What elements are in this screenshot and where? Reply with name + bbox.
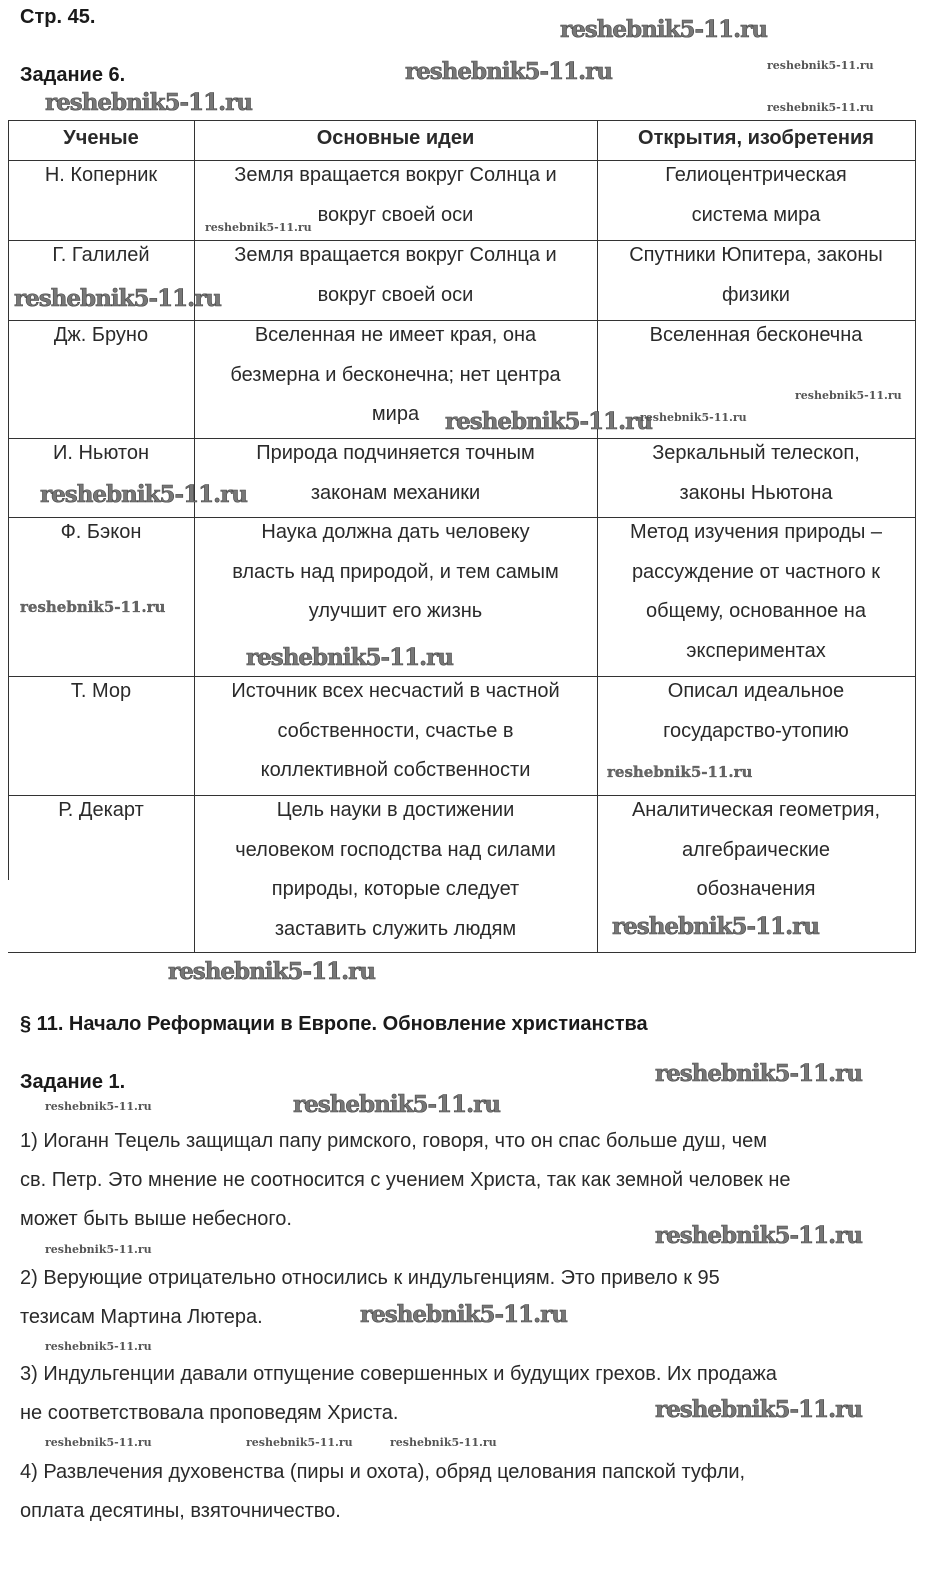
- cell-discoveries: Гелиоцентрическая система мира: [665, 164, 847, 226]
- cell-ideas: Земля вращается вокруг Солнца и вокруг своей оси: [234, 164, 557, 226]
- watermark: reshebnik5-11.ru: [45, 1436, 152, 1449]
- table-rule: [915, 120, 916, 952]
- cell-scientist: Р. Декарт: [58, 799, 144, 821]
- watermark: reshebnik5-11.ru: [560, 16, 767, 43]
- cell-ideas: Земля вращается вокруг Солнца и вокруг своей оси: [234, 244, 557, 306]
- cell-scientist: Г. Галилей: [52, 244, 150, 266]
- cell-discoveries: Зеркальный телескоп, законы Ньютона: [652, 442, 860, 504]
- cell-ideas: Природа подчиняется точным законам механики: [256, 442, 535, 504]
- watermark: reshebnik5-11.ru: [205, 221, 312, 234]
- watermark: reshebnik5-11.ru: [40, 481, 247, 508]
- cell-ideas: Наука должна дать человеку власть над природой, и тем самым улучшит его жизнь: [232, 521, 559, 622]
- watermark: reshebnik5-11.ru: [246, 644, 453, 671]
- table-rule: [8, 120, 916, 121]
- watermark: reshebnik5-11.ru: [390, 1436, 497, 1449]
- answer-paragraph: 4) Развлечения духовенства (пиры и охота), обряд целования папской туфли, оплата десятины, взяточничество.: [20, 1461, 746, 1522]
- watermark: reshebnik5-11.ru: [445, 408, 652, 435]
- cell-scientist: Н. Коперник: [44, 164, 158, 186]
- table-rule: [8, 952, 916, 953]
- answer-paragraph: 3) Индульгенции давали отпущение совершенных и будущих грехов. Их продажа не соответствовала проповедям Христа.: [20, 1363, 777, 1424]
- watermark: reshebnik5-11.ru: [293, 1091, 500, 1118]
- task6-title: Задание 6.: [20, 64, 126, 86]
- watermark: reshebnik5-11.ru: [45, 1243, 152, 1256]
- watermark: reshebnik5-11.ru: [20, 598, 166, 616]
- watermark: reshebnik5-11.ru: [405, 58, 612, 85]
- watermark: reshebnik5-11.ru: [246, 1436, 353, 1449]
- cell-discoveries: Вселенная бесконечна: [649, 324, 863, 346]
- watermark: reshebnik5-11.ru: [168, 958, 375, 985]
- watermark: reshebnik5-11.ru: [360, 1301, 567, 1328]
- cell-discoveries: Спутники Юпитера, законы физики: [629, 244, 883, 306]
- watermark: reshebnik5-11.ru: [45, 89, 252, 116]
- cell-discoveries: Аналитическая геометрия, алгебраические обозначения: [631, 799, 881, 900]
- watermark: reshebnik5-11.ru: [655, 1222, 862, 1249]
- watermark: reshebnik5-11.ru: [45, 1100, 152, 1113]
- table-rule: [8, 120, 9, 880]
- section-title: § 11. Начало Реформации в Европе. Обновление христианства: [20, 1013, 648, 1035]
- watermark: reshebnik5-11.ru: [14, 285, 221, 312]
- cell-discoveries: Описал идеальное государство-утопию: [663, 680, 849, 742]
- answer-paragraph: 2) Верующие отрицательно относились к индульгенциям. Это привело к 95 тезисам Мартина Лютера.: [20, 1267, 720, 1328]
- scientists-table: [8, 120, 916, 952]
- cell-scientist: Дж. Бруно: [53, 324, 149, 346]
- table-header: Основные идеи: [316, 127, 475, 149]
- cell-scientist: И. Ньютон: [52, 442, 149, 464]
- watermark: reshebnik5-11.ru: [655, 1060, 862, 1087]
- watermark: reshebnik5-11.ru: [607, 763, 753, 781]
- cell-scientist: Т. Мор: [70, 680, 132, 702]
- cell-ideas: Источник всех несчастий в частной собственности, счастье в коллективной собственности: [231, 680, 560, 781]
- watermark: reshebnik5-11.ru: [640, 411, 747, 424]
- watermark: reshebnik5-11.ru: [655, 1396, 862, 1423]
- table-header: Открытия, изобретения: [638, 127, 874, 149]
- table-header: Ученые: [63, 127, 139, 149]
- cell-ideas: Вселенная не имеет края, она безмерна и бесконечна; нет центра мира: [230, 324, 561, 425]
- answer-paragraph: 1) Иоганн Тецель защищал папу римского, говоря, что он спас больше душ, чем св. Петр. Это мнение не соотносится с учением Христа, так как земной человек не может быть выше небесного.: [20, 1130, 791, 1230]
- cell-discoveries: Метод изучения природы – рассуждение от частного к общему, основанное на экспериментах: [629, 521, 883, 662]
- watermark: reshebnik5-11.ru: [767, 101, 874, 114]
- cell-ideas: Цель науки в достижении человеком господства над силами природы, которые следует заставить служить людям: [235, 799, 556, 940]
- watermark: reshebnik5-11.ru: [767, 59, 874, 72]
- cell-scientist: Ф. Бэкон: [60, 521, 142, 543]
- task1-title: Задание 1.: [20, 1071, 126, 1093]
- watermark: reshebnik5-11.ru: [45, 1340, 152, 1353]
- page-label: Стр. 45.: [20, 6, 96, 28]
- watermark: reshebnik5-11.ru: [795, 389, 902, 402]
- watermark: reshebnik5-11.ru: [612, 913, 819, 940]
